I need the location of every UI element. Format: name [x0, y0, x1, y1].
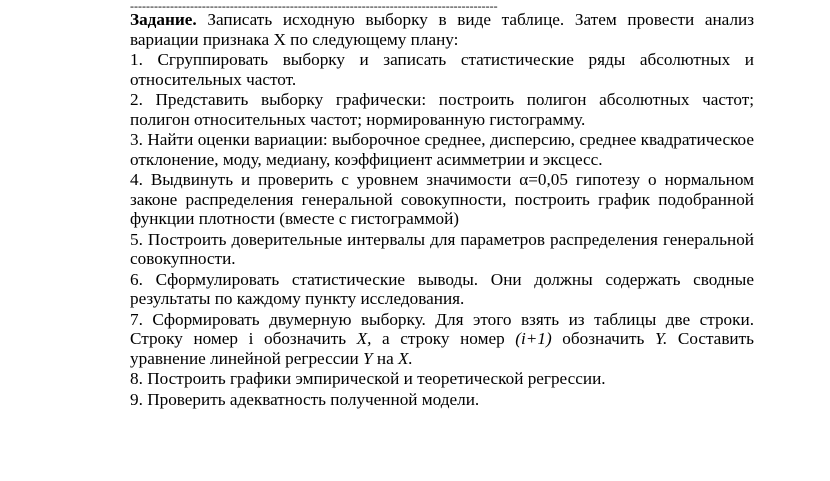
- item7-var-y: Y.: [654, 329, 668, 348]
- item7-text-1: 7. Сформировать двумерную выборку. Для этого взять из таблицы две строки. Строку номер i обозначить: [130, 309, 754, 348]
- item7-var-y-regression: Y: [363, 348, 373, 368]
- item7-text-3: обозначить: [551, 329, 655, 348]
- item7-var-x-regression: X.: [398, 348, 413, 368]
- item7-var-x: X,: [356, 329, 372, 348]
- task-heading: Задание.: [130, 10, 197, 29]
- task-item-5: 5. Построить доверительные интервалы для параметров распределения генеральной совокупности.: [130, 229, 754, 268]
- item7-text-4: Составить уравнение линейной регрессии: [130, 329, 754, 368]
- task-intro-paragraph: [130, 10, 754, 49]
- task-item-7: [130, 310, 754, 369]
- task-item-1: 1. Сгруппировать выборку и записать статистические ряды абсолютных и относительных частот.: [130, 50, 754, 89]
- task-item-6: 6. Сформулировать статистические выводы. Они должны содержать сводные результаты по каждому пункту исследования.: [130, 269, 754, 308]
- item7-index-i-plus-1: (i+1): [515, 329, 552, 348]
- top-dashed-rule: --------------------------------------------------------------------------------------------: [130, 0, 498, 10]
- task-intro-text: Записать исходную выборку в виде таблице. Затем провести анализ вариации признака Х по следующему плану:: [130, 10, 755, 49]
- document-page: [130, 0, 754, 409]
- task-item-4: 4. Выдвинуть и проверить с уровнем значимости α=0,05 гипотезу о нормальном законе распределения генеральной совокупности, построить график подобранной функции плотности (вместе с гистограммой): [130, 170, 754, 228]
- task-item-8: 8. Построить графики эмпирической и теоретической регрессии.: [130, 369, 606, 388]
- task-item-9: 9. Проверить адекватность полученной модели.: [130, 389, 480, 409]
- task-item-3: 3. Найти оценки вариации: выборочное среднее, дисперсию, среднее квадратическое отклонение, моду, медиану, коэффициент асимметрии и эксцесс.: [130, 130, 754, 169]
- task-item-2: 2. Представить выборку графически: построить полигон абсолютных частот; полигон относительных частот; нормированную гистограмму.: [130, 90, 754, 129]
- item7-text-2: а строку номер: [371, 329, 516, 348]
- item7-text-5: на: [372, 348, 399, 368]
